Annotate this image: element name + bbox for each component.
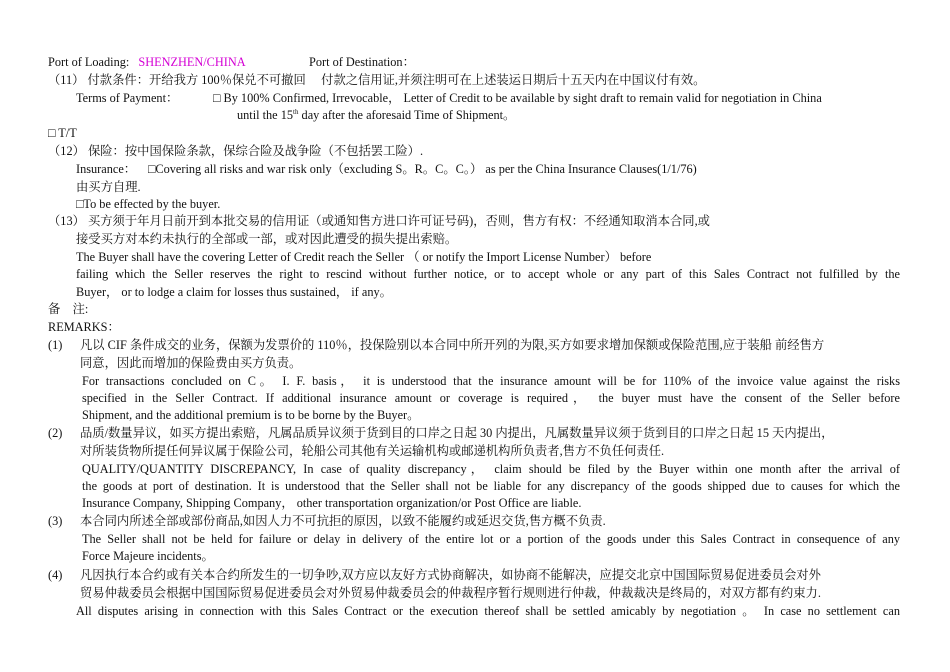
clause-11-en-text: □ By 100% Confirmed, Irrevocable， Letter of Credit to be available by sight draft to remain valid for negotiation in China: [213, 91, 822, 105]
clause-11-en-cont: [237, 107, 515, 124]
port-of-destination-label: Port of Destination：: [309, 55, 415, 69]
clause-11-en-label: Terms of Payment：: [76, 91, 179, 105]
ports-line: [48, 54, 415, 71]
clause-11-cn: （11） 付款条件：开给我方 100％保兑不可撤回 付款之信用证,并须注明可在上述装运日期后十五天内在中国议付有效。: [48, 73, 706, 87]
remark-2-en-1: QUALITY/QUANTITY DISCREPANCY, In case of quality discrepancy， claim should be filed by the Buyer within one month after the arrival of: [82, 462, 900, 476]
remark-2-en-3: Insurance Company, Shipping Company， other transportation organization/or Post Office are liable.: [82, 496, 582, 510]
clause-13-en-2: failing which the Seller reserves the right to rescind without further notice, or to accept whole or any part of this Sales Contract not fulfilled by the: [76, 267, 900, 281]
clause-12-en-label: Insurance：: [76, 162, 137, 176]
remark-2-number: (2): [48, 426, 63, 440]
clause-13-en-3: Buyer， or to lodge a claim for losses thus sustained， if any。: [76, 285, 392, 299]
remark-3-number: (3): [48, 514, 63, 528]
remark-1-en-1: For transactions concluded on C。 I. F. basis， it is understood that the insurance amount will be for 110% of the invoice value against the risks: [82, 374, 900, 388]
remarks-en-title: REMARKS：: [48, 320, 120, 334]
clause-11-tt-checkbox: □ T/T: [48, 126, 77, 140]
clause-12-en-buyer: □To be effected by the buyer.: [76, 197, 221, 211]
remark-2-cn-2: 对所装货物所提任何异议属于保险公司，轮船公司其他有关运输机构或邮递机构所负责者,售方不负任何责任.: [80, 444, 665, 458]
clause-11-cont-post: day after the aforesaid Time of Shipment。: [298, 108, 516, 122]
remark-1-cn-2: 同意，因此而增加的保险费由买方负责。: [80, 356, 302, 370]
remark-2-en-2: the goods at port of destination. It is understood that the Seller shall not be liable for any discrepancy of the goods shipped due to causes for which the: [82, 479, 900, 493]
remark-2-cn-1: 品质/数量异议，如买方提出索赔，凡属品质异议须于货到目的口岸之日起 30 内提出，凡属数量异议须于货到目的口岸之日起 15 天内提出，: [80, 426, 834, 440]
remark-1-cn-1: 凡以 CIF 条件成交的业务，保额为发票价的 110％，投保险别以本合同中所开列的为限,买方如要求增加保额或保险范围,应于装船 前经售方: [80, 338, 825, 352]
port-of-loading-value: SHENZHEN/CHINA: [138, 55, 246, 69]
clause-11-cont-sup: th: [293, 108, 299, 116]
remark-1-en-2: specified in the Seller Contract. If additional insurance amount or coverage is required， the buyer must have the consent of the Seller before: [82, 391, 900, 405]
remark-1-en-3: Shipment, and the additional premium is to be borne by the Buyer。: [82, 408, 420, 422]
clause-12-cn: （12） 保险：按中国保险条款，保综合险及战争险（不包括罢工险）.: [48, 144, 424, 158]
remark-4-cn-2: 贸易仲裁委员会根据中国国际贸易促进委员会对外贸易仲裁委员会的仲裁程序暂行规则进行仲裁，仲裁裁决是终局的，对双方都有约束力.: [80, 586, 821, 600]
port-of-loading-label: Port of Loading:: [48, 55, 130, 69]
remark-4-number: (4): [48, 568, 63, 582]
remark-3-en-2: Force Majeure incidents。: [82, 549, 214, 563]
clause-13-cn-2: 接受买方对本约未执行的全部或一部，或对因此遭受的损失提出索赔。: [76, 232, 458, 246]
remark-4-cn-1: 凡因执行本合约或有关本合约所发生的一切争吵,双方应以友好方式协商解决，如协商不能解决，应提交北京中国国际贸易促进委员会对外: [80, 568, 821, 582]
remark-4-en-1: All disputes arising in connection with this Sales Contract or the execution thereof shall be settled amicably by negotiation 。 In case no settlement can: [76, 604, 900, 618]
clause-12-cn-buyer: 由买方自理.: [76, 180, 141, 194]
clause-13-en-1: The Buyer shall have the covering Letter of Credit reach the Seller （ or notify the Import License Number） before: [76, 250, 652, 264]
clause-13-cn-1: （13） 买方须于年月日前开到本批交易的信用证（或通知售方进口许可证号码)，否则，售方有权：不经通知取消本合同,或: [48, 214, 710, 228]
clause-11-cont-pre: until the 15: [237, 108, 294, 122]
remark-1-number: (1): [48, 338, 63, 352]
remark-3-cn-1: 本合同内所述全部或部份商品,如因人力不可抗拒的原因，以致不能履约或延迟交货,售方概不负责.: [80, 514, 606, 528]
remarks-cn-title: 备 注:: [48, 302, 89, 316]
clause-12-en-text: □Covering all risks and war risk only（excluding S。R。C。C。） as per the China Insurance Clauses(1/1/76): [148, 162, 697, 176]
remark-3-en-1: The Seller shall not be held for failure or delay in delivery of the entire lot or a portion of the goods under this Sales Contract in consequence of any: [82, 532, 900, 546]
